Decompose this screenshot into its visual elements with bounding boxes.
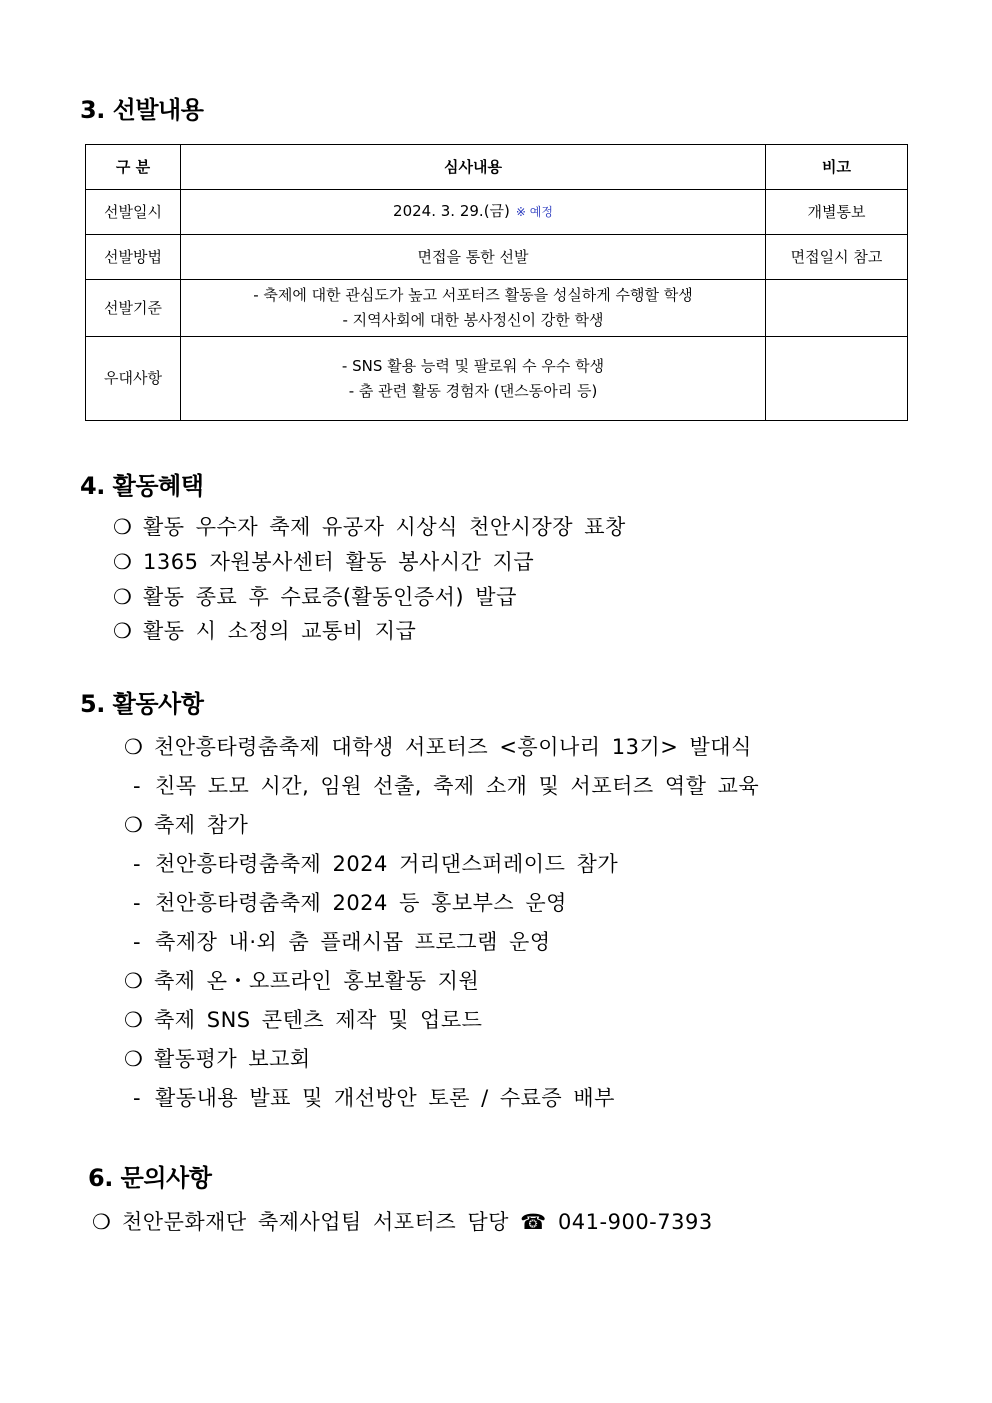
dash-marker: - — [133, 774, 142, 798]
row-label: 선발일시 — [86, 190, 181, 235]
section-title-benefits: 4. 활동혜택 — [80, 472, 204, 500]
section-title-contact: 6. 문의사항 — [88, 1164, 212, 1192]
activity-text: 천안흥타령춤축제 2024 등 홍보부스 운영 — [155, 891, 567, 915]
benefit-text: 활동 시 소정의 교통비 지급 — [143, 619, 417, 643]
row-label: 선발기준 — [86, 280, 181, 337]
list-item — [124, 965, 479, 995]
list-item — [113, 546, 534, 576]
list-item — [124, 809, 248, 839]
phone-icon: ☎ — [520, 1210, 547, 1234]
activity-text: 축제 SNS 콘텐츠 제작 및 업로드 — [154, 1008, 483, 1032]
table-row — [86, 337, 908, 421]
activity-text: 축제 온・오프라인 홍보활동 지원 — [154, 969, 480, 993]
activity-text: 활동평가 보고회 — [154, 1047, 311, 1071]
circle-bullet-icon: ❍ — [124, 969, 144, 993]
contact-text: 천안문화재단 축제사업팀 서포터즈 담당 — [122, 1210, 509, 1234]
content-main: 2024. 3. 29.(금) — [393, 202, 510, 220]
row-label: 선발방법 — [86, 235, 181, 280]
content-line: - 축제에 대한 관심도가 높고 서포터즈 활동을 성실하게 수행할 학생 — [253, 286, 693, 304]
row-content — [181, 337, 766, 421]
list-item — [113, 615, 416, 645]
list-subitem — [133, 1082, 615, 1112]
activity-text: 천안흥타령춤축제 2024 거리댄스퍼레이드 참가 — [155, 852, 619, 876]
circle-bullet-icon: ❍ — [92, 1210, 112, 1234]
table-row — [86, 190, 908, 235]
list-subitem — [133, 848, 618, 878]
dash-marker: - — [133, 930, 142, 954]
contact-phone: 041-900-7393 — [557, 1210, 713, 1234]
circle-bullet-icon: ❍ — [124, 1008, 144, 1032]
list-subitem — [133, 770, 759, 800]
row-remark — [766, 280, 908, 337]
dash-marker: - — [133, 852, 142, 876]
circle-bullet-icon: ❍ — [124, 1047, 144, 1071]
row-content — [181, 190, 766, 235]
contact-line — [92, 1206, 713, 1236]
header-remark: 비고 — [766, 145, 908, 190]
header-content: 심사내용 — [181, 145, 766, 190]
activity-text: 축제 참가 — [154, 813, 249, 837]
table-row — [86, 280, 908, 337]
content-line: - 지역사회에 대한 봉사정신이 강한 학생 — [342, 311, 604, 329]
list-item — [113, 511, 626, 541]
dash-marker: - — [133, 891, 142, 915]
benefit-text: 활동 종료 후 수료증(활동인증서) 발급 — [143, 585, 517, 609]
activity-text: 축제장 내·외 춤 플래시몹 프로그램 운영 — [155, 930, 551, 954]
list-item — [113, 581, 517, 611]
circle-bullet-icon: ❍ — [113, 585, 133, 609]
activity-text: 친목 도모 시간, 임원 선출, 축제 소개 및 서포터즈 역할 교육 — [155, 774, 760, 798]
benefit-text: 1365 자원봉사센터 활동 봉사시간 지급 — [143, 550, 535, 574]
circle-bullet-icon: ❍ — [124, 735, 144, 759]
list-item — [124, 731, 752, 761]
row-content: 면접을 통한 선발 — [181, 235, 766, 280]
content-line: - SNS 활용 능력 및 팔로워 수 우수 학생 — [341, 356, 605, 375]
selection-table — [85, 144, 908, 421]
table-row — [86, 235, 908, 280]
circle-bullet-icon: ❍ — [124, 813, 144, 837]
header-category: 구 분 — [86, 145, 181, 190]
section-title-activities: 5. 활동사항 — [80, 690, 204, 718]
list-subitem — [133, 887, 567, 917]
activity-text: 활동내용 발표 및 개선방안 토론 / 수료증 배부 — [155, 1086, 615, 1110]
content-line: - 춤 관련 활동 경험자 (댄스동아리 등) — [348, 381, 598, 400]
row-content — [181, 280, 766, 337]
activity-text: 천안흥타령춤축제 대학생 서포터즈 <흥이나리 13기> 발대식 — [154, 735, 752, 759]
row-remark: 면접일시 참고 — [766, 235, 908, 280]
circle-bullet-icon: ❍ — [113, 515, 133, 539]
row-remark — [766, 337, 908, 421]
table-header-row — [86, 145, 908, 190]
section-title-selection: 3. 선발내용 — [80, 96, 204, 124]
content-note: ※ 예정 — [515, 205, 553, 219]
circle-bullet-icon: ❍ — [113, 619, 133, 643]
circle-bullet-icon: ❍ — [113, 550, 133, 574]
dash-marker: - — [133, 1086, 142, 1110]
list-item — [124, 1043, 311, 1073]
row-label: 우대사항 — [86, 337, 181, 421]
benefit-text: 활동 우수자 축제 유공자 시상식 천안시장장 표창 — [143, 515, 626, 539]
row-remark: 개별통보 — [766, 190, 908, 235]
list-subitem — [133, 926, 551, 956]
list-item — [124, 1004, 482, 1034]
